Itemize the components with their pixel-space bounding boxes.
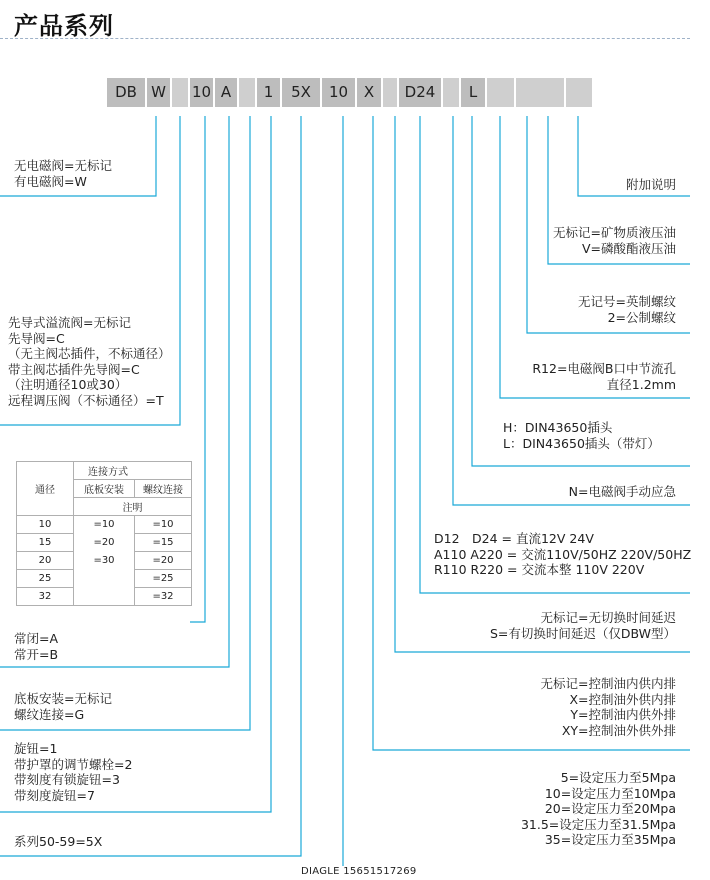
adjust-option: 旋钮=1 [14, 741, 58, 756]
pressure-option: 20=设定压力至20Mpa [544, 801, 676, 817]
pressure-option: 10=设定压力至10Mpa [544, 785, 676, 801]
table-cell-thread: =32 [135, 588, 192, 606]
table-cell-plate: =20 [74, 534, 135, 552]
plug-option: H：DIN43650插头 [503, 420, 613, 435]
table-header-diameter: 通径 [17, 462, 74, 516]
series-options [14, 834, 102, 850]
code-cell-series: 5X [282, 78, 320, 107]
table-cell-thread: =20 [135, 552, 192, 570]
adjust-options [14, 741, 132, 803]
code-cell-db: DB [107, 78, 145, 107]
table-header-thread: 螺纹连接 [135, 480, 192, 498]
thread-options [578, 294, 676, 325]
pilot-option: 先导阀=C [8, 330, 65, 346]
note-option: 附加说明 [625, 177, 676, 192]
thread-option: 2=公制螺纹 [607, 309, 676, 325]
code-cell-diameter: 10 [190, 78, 213, 107]
normal-state-option: 常闭=A [14, 631, 59, 646]
note-options [626, 177, 676, 193]
switch-delay-option: S=有切换时间延迟（仅DBW型） [489, 625, 676, 641]
manual-option: N=电磁阀手动应急 [568, 484, 676, 499]
control-oil-options [541, 676, 676, 738]
mounting-options [14, 691, 112, 722]
voltage-option: D12 D24 = 直流12V 24V [434, 531, 594, 546]
code-cell-adjust: 1 [257, 78, 280, 107]
pressure-options [521, 770, 676, 848]
table-cell-thread: =15 [135, 534, 192, 552]
pilot-option: 带主阀芯插件先导阀=C [8, 361, 140, 377]
voltage-option: R110 R220 = 交流本整 110V 220V [434, 562, 645, 578]
control-oil-option: XY=控制油外供外排 [561, 722, 676, 738]
manual-options [569, 484, 676, 500]
mounting-option: 底板安装=无标记 [14, 691, 112, 706]
thread-option: 无记号=英制螺纹 [578, 294, 676, 309]
voltage-options [434, 531, 691, 578]
page-title: 产品系列 [14, 12, 114, 40]
table-cell-diameter: 15 [17, 534, 74, 552]
mounting-option: 螺纹连接=G [14, 706, 85, 722]
table-cell-diameter: 32 [17, 588, 74, 606]
code-cell-x: X [357, 78, 381, 107]
solenoid-option: 有电磁阀=W [14, 173, 87, 189]
table-cell-plate: =30 [74, 552, 135, 570]
code-cell-w: W [147, 78, 170, 107]
series-option: 系列50-59=5X [14, 834, 103, 849]
pilot-options [8, 315, 171, 409]
table-cell-plate [74, 588, 135, 606]
oil-option: 无标记=矿物质液压油 [553, 225, 676, 240]
pilot-option: 先导式溢流阀=无标记 [8, 315, 131, 330]
code-cell-pressure: 10 [322, 78, 355, 107]
code-cell-a: A [215, 78, 237, 107]
table-cell-thread: =10 [135, 516, 192, 534]
code-cell-d24: D24 [399, 78, 441, 107]
switch-delay-option: 无标记=无切换时间延迟 [540, 610, 676, 625]
diameter-spec-table [16, 461, 192, 606]
pressure-option: 31.5=设定压力至31.5Mpa [520, 816, 676, 832]
plug-options [503, 420, 660, 451]
orifice-options [532, 361, 676, 392]
table-header-connection: 连接方式 [74, 462, 192, 480]
plug-option: L：DIN43650插头（带灯） [503, 435, 660, 451]
table-cell-diameter: 10 [17, 516, 74, 534]
footer-watermark: DIAGLE 15651517269 [301, 866, 417, 877]
solenoid-option: 无电磁阀=无标记 [14, 158, 112, 173]
pilot-option: 远程调压阀（不标通径）=T [8, 392, 164, 408]
code-cell-l: L [461, 78, 485, 107]
pressure-option: 35=设定压力至35Mpa [544, 832, 676, 848]
control-oil-option: Y=控制油内供外排 [570, 707, 676, 723]
control-oil-option: 无标记=控制油内供内排 [540, 676, 676, 691]
table-header-plate: 底板安装 [74, 480, 135, 498]
table-cell-plate: =10 [74, 516, 135, 534]
orifice-option: R12=电磁阀B口中节流孔 [532, 361, 676, 376]
control-oil-option: X=控制油外供内排 [569, 691, 676, 707]
table-cell-thread: =25 [135, 570, 192, 588]
pilot-option: （无主阀芯插件，不标通径） [8, 346, 171, 362]
adjust-option: 带护罩的调节螺栓=2 [14, 756, 133, 772]
table-cell-diameter: 25 [17, 570, 74, 588]
voltage-option: A110 A220 = 交流110V/50HZ 220V/50HZ [434, 546, 692, 562]
table-cell-diameter: 20 [17, 552, 74, 570]
normal-state-options [14, 631, 58, 662]
oil-options [553, 225, 676, 256]
adjust-option: 带刻度旋钮=7 [14, 787, 95, 803]
table-header-note: 注明 [74, 498, 192, 516]
pressure-option: 5=设定压力至5Mpa [560, 770, 676, 785]
switch-delay-options [490, 610, 676, 641]
solenoid-options [14, 158, 112, 189]
normal-state-option: 常开=B [14, 646, 59, 662]
pilot-option: （注明通径10或30） [8, 377, 128, 393]
table-cell-plate [74, 570, 135, 588]
orifice-option: 直径1.2mm [606, 376, 676, 392]
oil-option: V=磷酸酯液压油 [581, 240, 676, 256]
adjust-option: 带刻度有锁旋钮=3 [14, 772, 120, 788]
